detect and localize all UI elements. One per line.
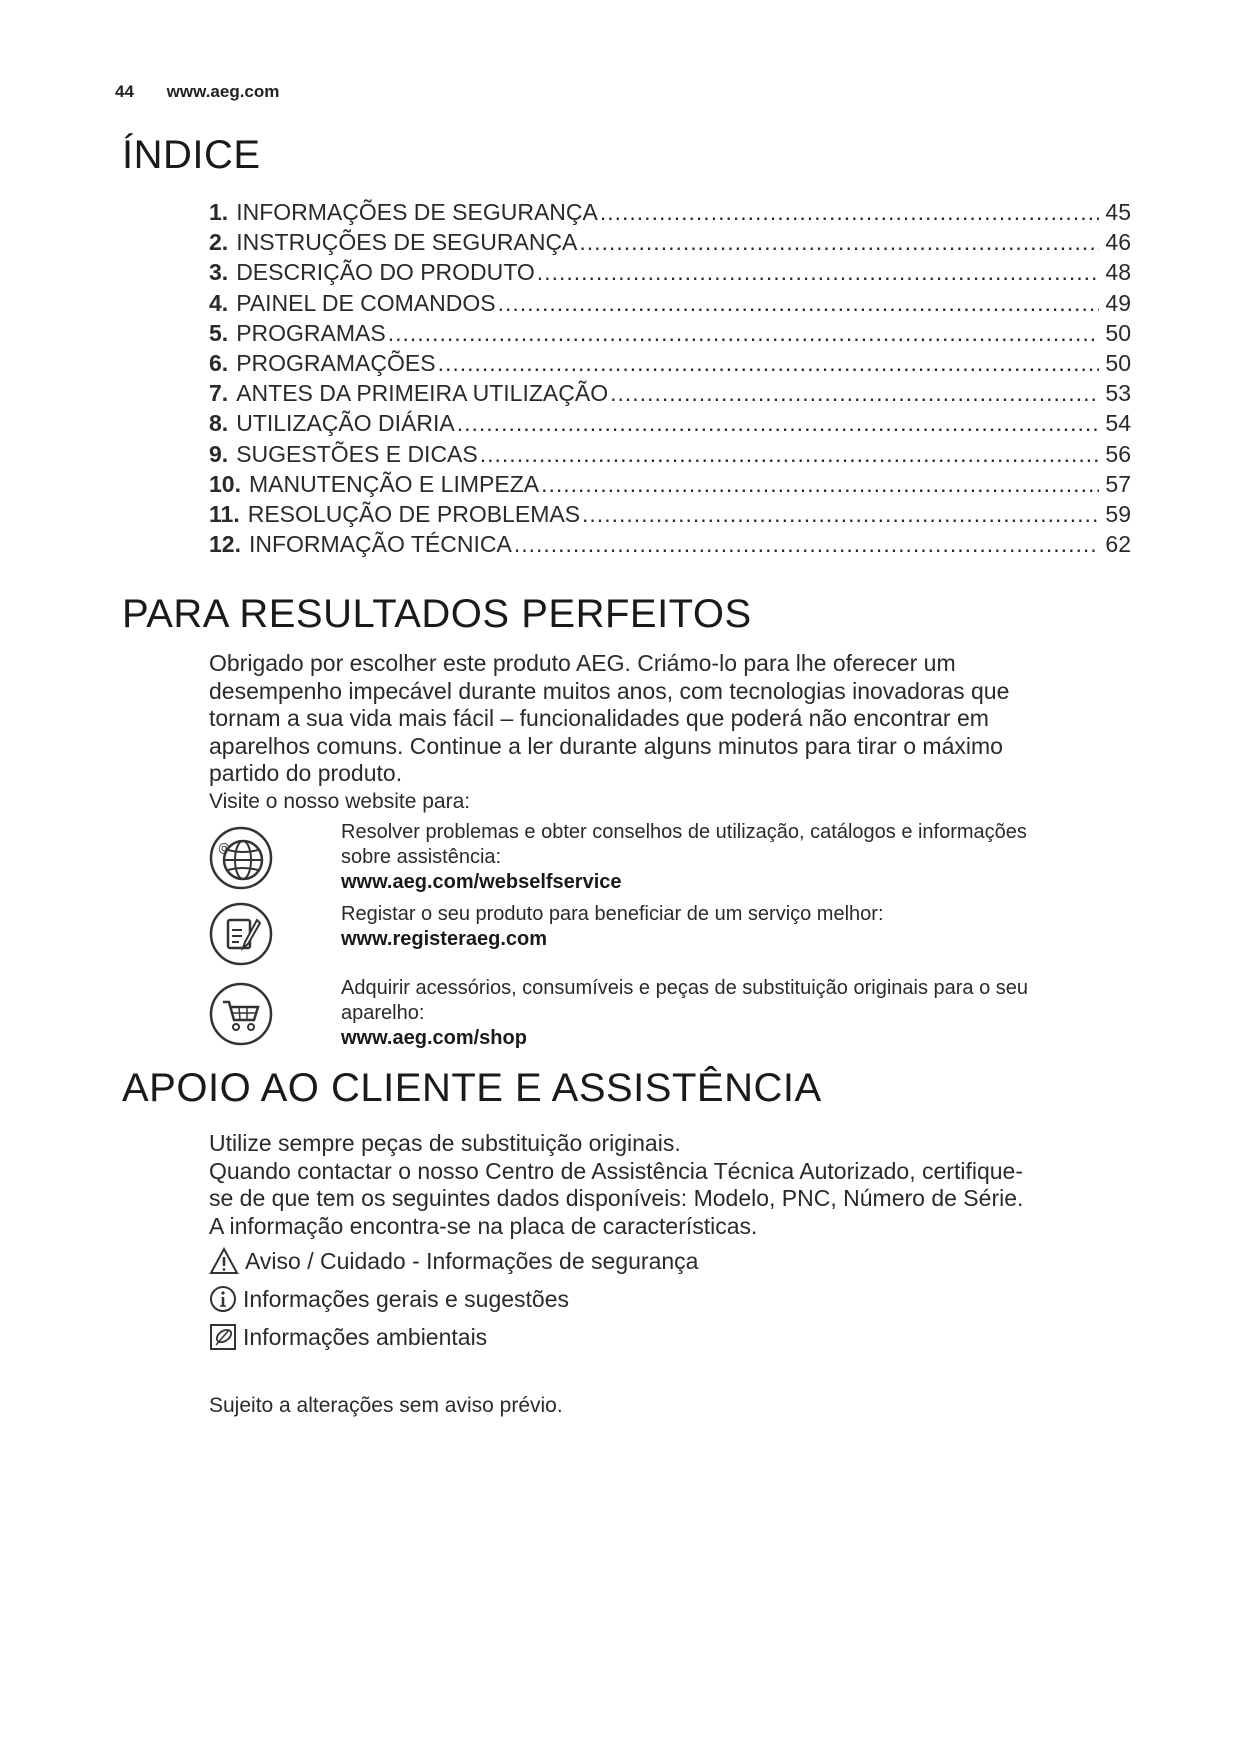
support-title: APOIO AO CLIENTE E ASSISTÊNCIA bbox=[122, 1066, 822, 1110]
register-icon bbox=[209, 902, 273, 966]
toc-page: 59 bbox=[1105, 500, 1131, 527]
toc-page: 57 bbox=[1105, 470, 1131, 497]
toc-label: PROGRAMAS bbox=[236, 319, 386, 346]
toc-label: INFORMAÇÃO TÉCNICA bbox=[248, 531, 512, 558]
globe-icon bbox=[209, 826, 273, 890]
toc-entry[interactable]: 12. INFORMAÇÃO TÉCNICA ..... 62 bbox=[209, 531, 1131, 561]
toc-label: ANTES DA PRIMEIRA UTILIZAÇÃO bbox=[236, 380, 609, 407]
toc-page: 54 bbox=[1105, 410, 1131, 437]
visit-label: Visite o nosso website para: bbox=[209, 789, 471, 813]
toc-page: 48 bbox=[1105, 259, 1131, 286]
legend-info: Informações gerais e sugestões bbox=[209, 1285, 569, 1313]
legend-environment: Informações ambientais bbox=[209, 1323, 487, 1351]
toc-entry[interactable]: 9. SUGESTÕES E DICAS ..... 56 bbox=[209, 441, 1131, 471]
toc-page: 46 bbox=[1105, 229, 1131, 256]
toc-entry[interactable]: 2. INSTRUÇÕES DE SEGURANÇA ..... 46 bbox=[209, 229, 1131, 259]
toc-entry[interactable]: 7. ANTES DA PRIMEIRA UTILIZAÇÃO ..... 53 bbox=[209, 380, 1131, 410]
shop-link[interactable]: www.aeg.com/shop bbox=[341, 1027, 527, 1049]
toc-page: 49 bbox=[1105, 289, 1131, 316]
toc-label: MANUTENÇÃO E LIMPEZA bbox=[248, 470, 540, 497]
toc-label: PAINEL DE COMANDOS bbox=[236, 289, 496, 316]
registeraeg-link[interactable]: www.registeraeg.com bbox=[341, 928, 547, 950]
site-url[interactable]: www.aeg.com bbox=[166, 82, 280, 101]
webselfservice-link[interactable]: www.aeg.com/webselfservice bbox=[341, 871, 622, 893]
toc-entry[interactable]: 6. PROGRAMAÇÕES ..... 50 bbox=[209, 350, 1131, 380]
toc-label: INSTRUÇÕES DE SEGURANÇA bbox=[236, 229, 578, 256]
toc-entry[interactable]: 5. PROGRAMAS ..... 50 bbox=[209, 320, 1131, 350]
toc-entry[interactable]: 8. UTILIZAÇÃO DIÁRIA ..... 54 bbox=[209, 410, 1131, 440]
toc-entry[interactable]: 1. INFORMAÇÕES DE SEGURANÇA ..... 45 bbox=[209, 199, 1131, 229]
toc-entry[interactable]: 4. PAINEL DE COMANDOS ..... 49 bbox=[209, 290, 1131, 320]
info-icon bbox=[209, 1285, 237, 1313]
toc-label: UTILIZAÇÃO DIÁRIA bbox=[236, 410, 455, 437]
toc-label: RESOLUÇÃO DE PROBLEMAS bbox=[247, 500, 581, 527]
toc-label: SUGESTÕES E DICAS bbox=[236, 440, 478, 467]
toc-label: INFORMAÇÕES DE SEGURANÇA bbox=[236, 199, 598, 225]
toc-page: 62 bbox=[1105, 531, 1131, 558]
toc-page: 53 bbox=[1105, 380, 1131, 407]
table-of-contents bbox=[209, 199, 1131, 561]
warning-icon bbox=[209, 1247, 239, 1275]
toc-label: DESCRIÇÃO DO PRODUTO bbox=[236, 259, 535, 286]
toc-label: PROGRAMAÇÕES bbox=[236, 349, 436, 376]
toc-page: 50 bbox=[1105, 349, 1131, 376]
index-title: ÍNDICE bbox=[122, 133, 261, 177]
toc-page: 50 bbox=[1105, 319, 1131, 346]
toc-entry[interactable]: 11. RESOLUÇÃO DE PROBLEMAS ..... 59 bbox=[209, 501, 1131, 531]
support-paragraph: Utilize sempre peças de substituição originais. Quando contactar o nosso Centro de Assistência Técnica Autorizado, certifique- se de que tem os seguintes dados disponíveis: Modelo, PNC, Número de Série. A informação encontra-se na placa de características. bbox=[209, 1130, 1024, 1239]
toc-page: 45 bbox=[1105, 199, 1131, 225]
svg-text:@: @ bbox=[218, 841, 230, 855]
page-header bbox=[115, 82, 279, 102]
disclaimer: Sujeito a alterações sem aviso prévio. bbox=[209, 1394, 563, 1417]
shopping-cart-icon bbox=[209, 982, 273, 1046]
legend-warning: Aviso / Cuidado - Informações de segurança bbox=[209, 1247, 698, 1275]
page-number: 44 bbox=[115, 82, 134, 101]
perfect-results-title: PARA RESULTADOS PERFEITOS bbox=[122, 592, 752, 636]
toc-entry[interactable]: 10. MANUTENÇÃO E LIMPEZA ..... 57 bbox=[209, 471, 1131, 501]
intro-paragraph: Obrigado por escolher este produto AEG. Criámo-lo para lhe oferecer um desempenho impecável durante muitos anos, com tecnologias inovadoras que tornam a sua vida mais fácil – funcionalidades que poderá não encontrar em aparelhos comuns. Continue a ler durante alguns minutos para tirar o máximo partido do produto. Visite o nosso website para: bbox=[209, 650, 1109, 815]
toc-entry[interactable]: 3. DESCRIÇÃO DO PRODUTO ..... 48 bbox=[209, 259, 1131, 289]
toc-page: 56 bbox=[1105, 440, 1131, 467]
leaf-icon bbox=[209, 1323, 237, 1351]
